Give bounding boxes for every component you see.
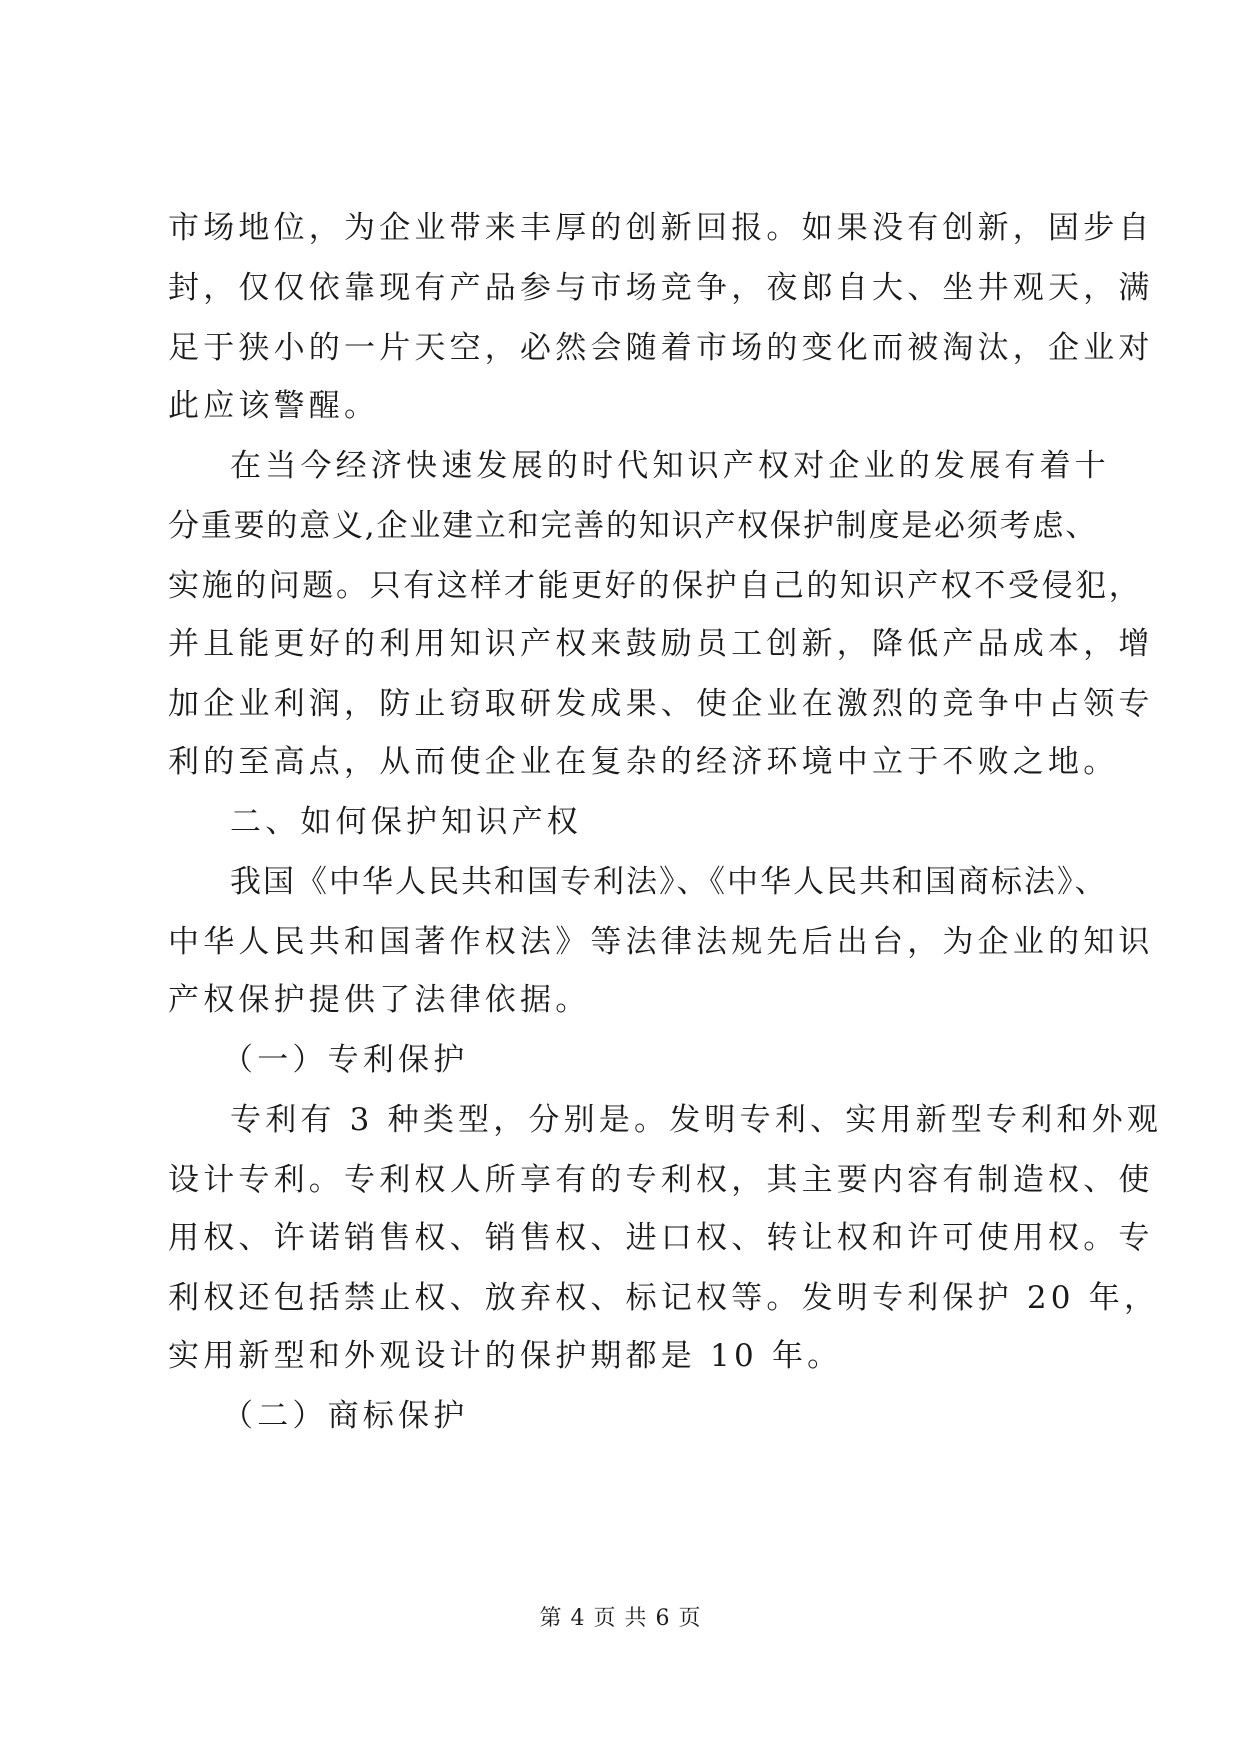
paragraph-start: 专利有 3 种类型，分别是。发明专利、实用新型专利和外观 [230, 1102, 1163, 1138]
subsection-heading: （二）商标保护 [222, 1398, 469, 1434]
text-line: 分重要的意义,企业建立和完善的知识产权保护制度是必须考虑、 [168, 508, 1099, 544]
text-line: 利权还包括禁止权、放弃权、标记权等。发明专利保护 20 年， [168, 1280, 1160, 1316]
text-line: 并且能更好的利用知识产权来鼓励员工创新，降低产品成本，增 [168, 626, 1154, 662]
paragraph-start: 在当今经济快速发展的时代知识产权对企业的发展有着十 [230, 448, 1110, 484]
page-number-footer: 第 4 页 共 6 页 [539, 1606, 702, 1631]
text-line: 加企业利润，防止窃取研发成果、使企业在激烈的竞争中占领专 [168, 686, 1154, 722]
text-line: 中华人民共和国著作权法》等法律法规先后出台，为企业的知识 [168, 924, 1154, 960]
text-line: 设计专利。专利权人所享有的专利权，其主要内容有制造权、使 [168, 1162, 1154, 1198]
text-line: 此应该警醒。 [168, 388, 380, 424]
subsection-heading: （一）专利保护 [222, 1042, 469, 1078]
text-line: 封，仅仅依靠现有产品参与市场竞争，夜郎自大、坐井观天，满 [168, 270, 1154, 306]
section-heading: 二、如何保护知识产权 [230, 804, 582, 840]
text-line: 市场地位，为企业带来丰厚的创新回报。如果没有创新，固步自 [168, 210, 1154, 246]
paragraph-start: 我国《中华人民共和国专利法》、《中华人民共和国商标法》、 [230, 864, 1108, 900]
text-line: 用权、许诺销售权、销售权、进口权、转让权和许可使用权。专 [168, 1220, 1154, 1256]
text-line: 实用新型和外观设计的保护期都是 10 年。 [168, 1338, 843, 1374]
text-line: 足于狭小的一片天空，必然会随着市场的变化而被淘汰，企业对 [168, 330, 1154, 366]
text-line: 实施的问题。只有这样才能更好的保护自己的知识产权不受侵犯， [168, 568, 1143, 604]
text-line: 产权保护提供了法律依据。 [168, 982, 591, 1018]
text-line: 利的至高点，从而使企业在复杂的经济环境中立于不败之地。 [168, 744, 1119, 780]
